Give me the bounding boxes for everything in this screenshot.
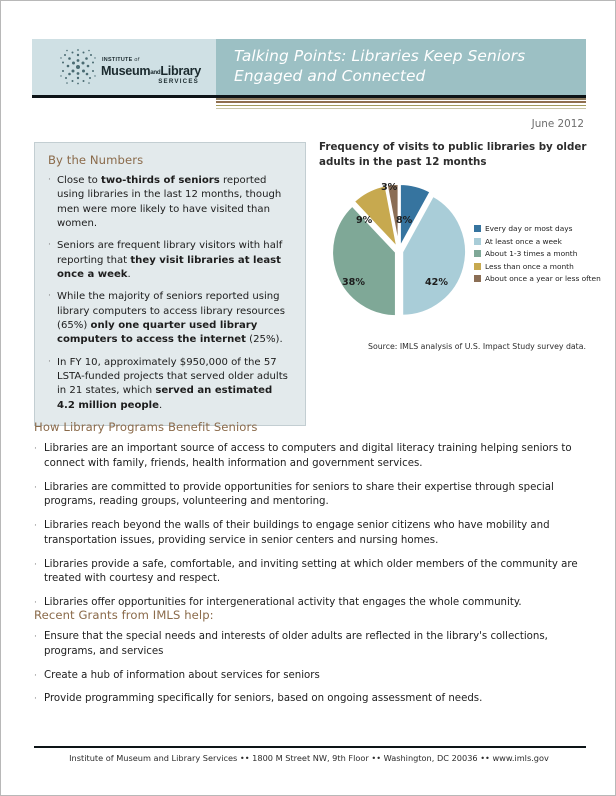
list-item bbox=[48, 290, 292, 347]
title-banner bbox=[216, 39, 586, 95]
list-item bbox=[34, 519, 586, 549]
chart-legend bbox=[474, 224, 601, 287]
chart-title: Frequency of visits to public libraries by older adults in the past 12 months bbox=[319, 141, 587, 168]
legend-label: About once a year or less often bbox=[485, 274, 601, 283]
starburst-icon bbox=[59, 47, 97, 87]
bullet-icon: · bbox=[34, 632, 37, 642]
pie-label-less-monthly: 9% bbox=[356, 215, 373, 226]
legend-item bbox=[474, 237, 594, 246]
list-item bbox=[34, 630, 586, 660]
page-title: Talking Points: Libraries Keep Seniors Engaged and Connected bbox=[234, 47, 526, 85]
legend-item bbox=[474, 262, 594, 271]
grants-section bbox=[34, 608, 586, 707]
logo-museum: Museum bbox=[100, 64, 151, 79]
bullet-icon: · bbox=[34, 444, 37, 454]
list-item bbox=[34, 558, 586, 588]
list-item-text: Libraries reach beyond the walls of their buildings to engage senior citizens who have mobility and transportation issues, providing service in senior centers and nursing homes. bbox=[44, 520, 550, 546]
list-item-text: Seniors are frequent library visitors with half reporting that they visit libraries at least once a week. bbox=[57, 240, 283, 280]
bullet-icon: · bbox=[34, 521, 37, 532]
list-item-text: Close to two-thirds of seniors reported using libraries in the last 12 months, though men were more likely to have visited than women. bbox=[57, 175, 282, 229]
bullet-icon: · bbox=[48, 175, 51, 185]
list-item bbox=[34, 669, 586, 684]
pie-chart bbox=[319, 179, 479, 321]
footer-divider bbox=[34, 746, 586, 748]
legend-label: About 1-3 times a month bbox=[485, 249, 578, 258]
header-band bbox=[32, 39, 586, 95]
pie-label-1-3-times: 38% bbox=[342, 277, 365, 288]
document-date: June 2012 bbox=[531, 118, 584, 130]
list-item bbox=[48, 174, 292, 231]
logo-services: SERVICES bbox=[158, 77, 199, 85]
list-item-text: In FY 10, approximately $950,000 of the 57 LSTA-funded projects that served older adults in 21 states, which served an estimated 4.2 million people. bbox=[57, 356, 288, 411]
list-item-text: Ensure that the special needs and interests of older adults are reflected in the library's collections, programs, and services bbox=[44, 631, 548, 657]
legend-swatch bbox=[474, 250, 481, 257]
by-the-numbers-list bbox=[48, 174, 292, 413]
list-item-text: While the majority of seniors reported using library computers to access library resources (65%) only one quarter used library computers to access the internet (25%). bbox=[57, 291, 285, 346]
pie-label-yearly: 3% bbox=[381, 182, 398, 193]
imls-logo bbox=[32, 39, 216, 95]
logo-library: Library bbox=[160, 64, 201, 79]
list-item-text: Provide programming specifically for seniors, based on ongoing assessment of needs. bbox=[44, 693, 483, 705]
bullet-icon: · bbox=[34, 694, 37, 705]
decorative-stripes bbox=[216, 98, 586, 111]
bullet-icon: · bbox=[48, 291, 51, 302]
legend-swatch bbox=[474, 263, 481, 270]
list-item bbox=[48, 356, 292, 413]
by-the-numbers-heading: By the Numbers bbox=[48, 153, 144, 167]
grants-list bbox=[34, 630, 586, 707]
benefits-list bbox=[34, 442, 586, 611]
bullet-icon: · bbox=[34, 670, 37, 681]
list-item bbox=[34, 442, 586, 472]
logo-of: of bbox=[134, 57, 140, 64]
list-item-text: Libraries provide a safe, comfortable, and inviting setting at which older members of the community are treated with courtesy and respect. bbox=[44, 558, 578, 585]
by-the-numbers-box bbox=[34, 142, 306, 426]
legend-swatch bbox=[474, 275, 481, 282]
list-item-text: Create a hub of information about services for seniors bbox=[44, 669, 320, 681]
list-item-text: Libraries are committed to provide opportunities for seniors to share their expertise through special programs, reading groups, volunteering and mentoring. bbox=[44, 481, 554, 508]
legend-label: Every day or most days bbox=[485, 224, 573, 233]
list-item bbox=[34, 692, 586, 707]
list-item bbox=[48, 239, 292, 282]
legend-swatch bbox=[474, 225, 481, 232]
legend-swatch bbox=[474, 238, 481, 245]
logo-and: and bbox=[150, 69, 161, 77]
bullet-icon: · bbox=[48, 356, 51, 367]
grants-heading: Recent Grants from IMLS help: bbox=[34, 608, 214, 622]
benefits-heading: How Library Programs Benefit Seniors bbox=[34, 420, 258, 434]
legend-item bbox=[474, 249, 594, 258]
legend-label: At least once a week bbox=[485, 236, 562, 246]
logo-institute: INSTITUTE bbox=[101, 57, 133, 64]
list-item-text: Libraries are an important source of access to computers and digital literacy training helping seniors to connect with family, friends, health information and government services. bbox=[44, 443, 572, 469]
legend-item bbox=[474, 224, 594, 233]
legend-label: Less than once a month bbox=[485, 261, 574, 271]
logo-wordmark bbox=[101, 49, 201, 85]
pie-label-every-day: 8% bbox=[396, 215, 413, 226]
bullet-icon: · bbox=[34, 598, 37, 609]
pie-label-once-a-week: 42% bbox=[425, 277, 448, 288]
benefits-section bbox=[34, 420, 586, 611]
bullet-icon: · bbox=[48, 240, 51, 251]
list-item-text: Libraries offer opportunities for intergenerational activity that engages the whole community. bbox=[44, 597, 522, 609]
chart-source-note: Source: IMLS analysis of U.S. Impact Study survey data. bbox=[368, 342, 587, 351]
bullet-icon: · bbox=[34, 482, 37, 493]
bullet-icon: · bbox=[34, 559, 37, 570]
footer-text: Institute of Museum and Library Services •• 1800 M Street NW, 9th Floor •• Washington, DC 20036 •• www.imls.gov bbox=[69, 753, 549, 763]
legend-item bbox=[474, 274, 601, 283]
list-item bbox=[34, 481, 586, 511]
